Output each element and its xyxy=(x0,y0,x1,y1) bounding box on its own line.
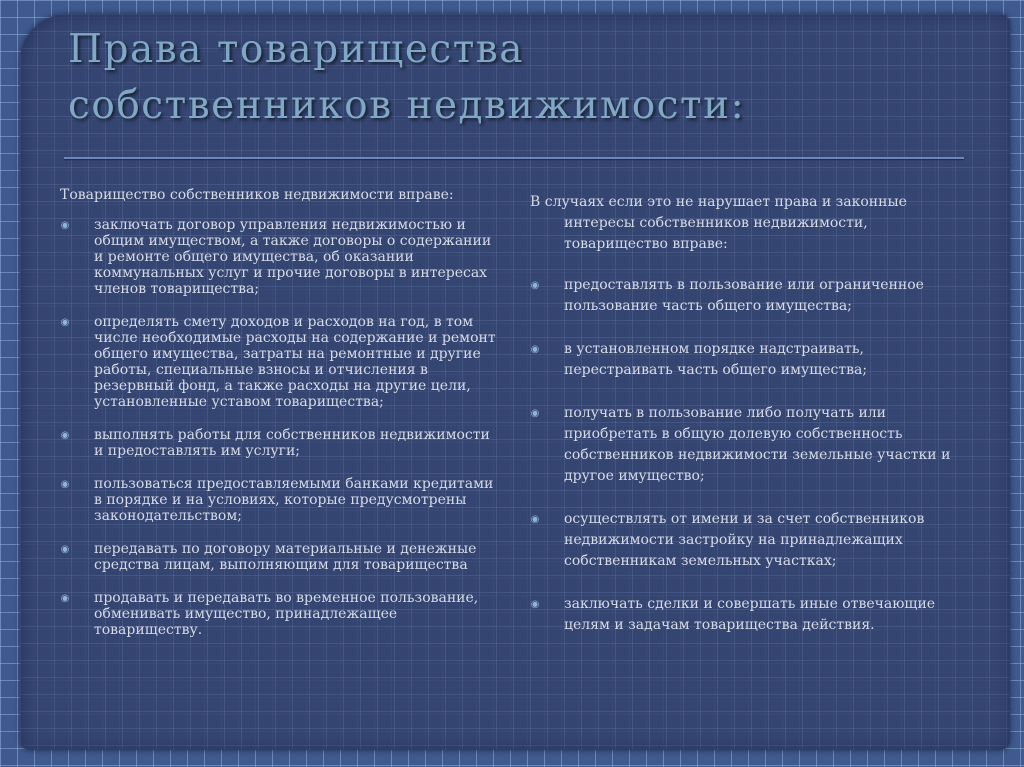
list-item xyxy=(60,217,500,297)
list-item xyxy=(530,275,970,317)
list-item-text: заключать договор управления недвижимостью и общим имуществом, а также договоры о содержании и ремонте общего имущества, об оказании коммунальных услуг и прочие договоры в интересах членов товарищества; xyxy=(94,217,492,297)
circle-dot-icon: ◉ xyxy=(530,514,540,525)
right-intro: В случаях если это не нарушает права и законные интересы собственников недвижимости, товарищество вправе: xyxy=(530,194,907,252)
slide-title xyxy=(68,22,745,134)
circle-dot-icon: ◉ xyxy=(530,280,540,291)
circle-dot-icon: ◉ xyxy=(60,317,70,328)
list-item-text: пользоваться предоставляемыми банками кредитами в порядке и на условиях, которые предусмотрены законодательством; xyxy=(94,476,494,524)
list-item xyxy=(530,339,970,381)
circle-dot-icon: ◉ xyxy=(530,408,540,419)
circle-dot-icon: ◉ xyxy=(60,479,70,490)
left-list xyxy=(60,217,500,638)
list-item-text: передавать по договору материальные и денежные средства лицам, выполняющим для товарищества xyxy=(94,541,477,573)
circle-dot-icon: ◉ xyxy=(60,430,70,441)
list-item xyxy=(530,403,970,487)
list-item-text: определять смету доходов и расходов на год, в том числе необходимые расходы на содержание и ремонт общего имущества, затраты на ремонтные и другие работы, специальные взносы и отчисления в резервный фонд, а также расходы на другие цели, установленные уставом товарищества; xyxy=(94,314,496,410)
right-list xyxy=(530,275,970,636)
circle-dot-icon: ◉ xyxy=(60,220,70,231)
list-item-text: заключать сделки и совершать иные отвечающие целям и задачам товарищества действия. xyxy=(564,596,936,633)
circle-dot-icon: ◉ xyxy=(530,599,540,610)
list-item xyxy=(530,594,970,636)
left-intro: Товарищество собственников недвижимости вправе: xyxy=(60,187,454,203)
list-item-text: предоставлять в пользование или ограниченное пользование часть общего имущества; xyxy=(564,277,924,314)
slide-title-line-2: собственников недвижимости: xyxy=(68,83,746,128)
list-item xyxy=(60,590,500,638)
slide-title-line-1: Права товарищества xyxy=(68,27,525,72)
list-item xyxy=(60,541,500,573)
left-column xyxy=(60,187,500,655)
circle-dot-icon: ◉ xyxy=(60,544,70,555)
list-item-text: получать в пользование либо получать или приобретать в общую долевую собственность собственников недвижимости земельные участки и другое имущество; xyxy=(564,405,951,484)
list-item xyxy=(530,509,970,572)
circle-dot-icon: ◉ xyxy=(60,593,70,604)
list-item xyxy=(60,427,500,459)
right-column xyxy=(530,192,970,658)
list-item-text: осуществлять от имени и за счет собственников недвижимости застройку на принадлежащих собственникам земельных участках; xyxy=(564,511,925,569)
list-item-text: в установленном порядке надстраивать, перестраивать часть общего имущества; xyxy=(564,341,868,378)
list-item-text: продавать и передавать во временное пользование, обменивать имущество, принадлежащее товариществу. xyxy=(94,590,479,638)
list-item-text: выполнять работы для собственников недвижимости и предоставлять им услуги; xyxy=(94,427,490,459)
list-item xyxy=(60,314,500,410)
circle-dot-icon: ◉ xyxy=(530,344,540,355)
list-item xyxy=(60,476,500,524)
title-divider xyxy=(64,157,964,159)
